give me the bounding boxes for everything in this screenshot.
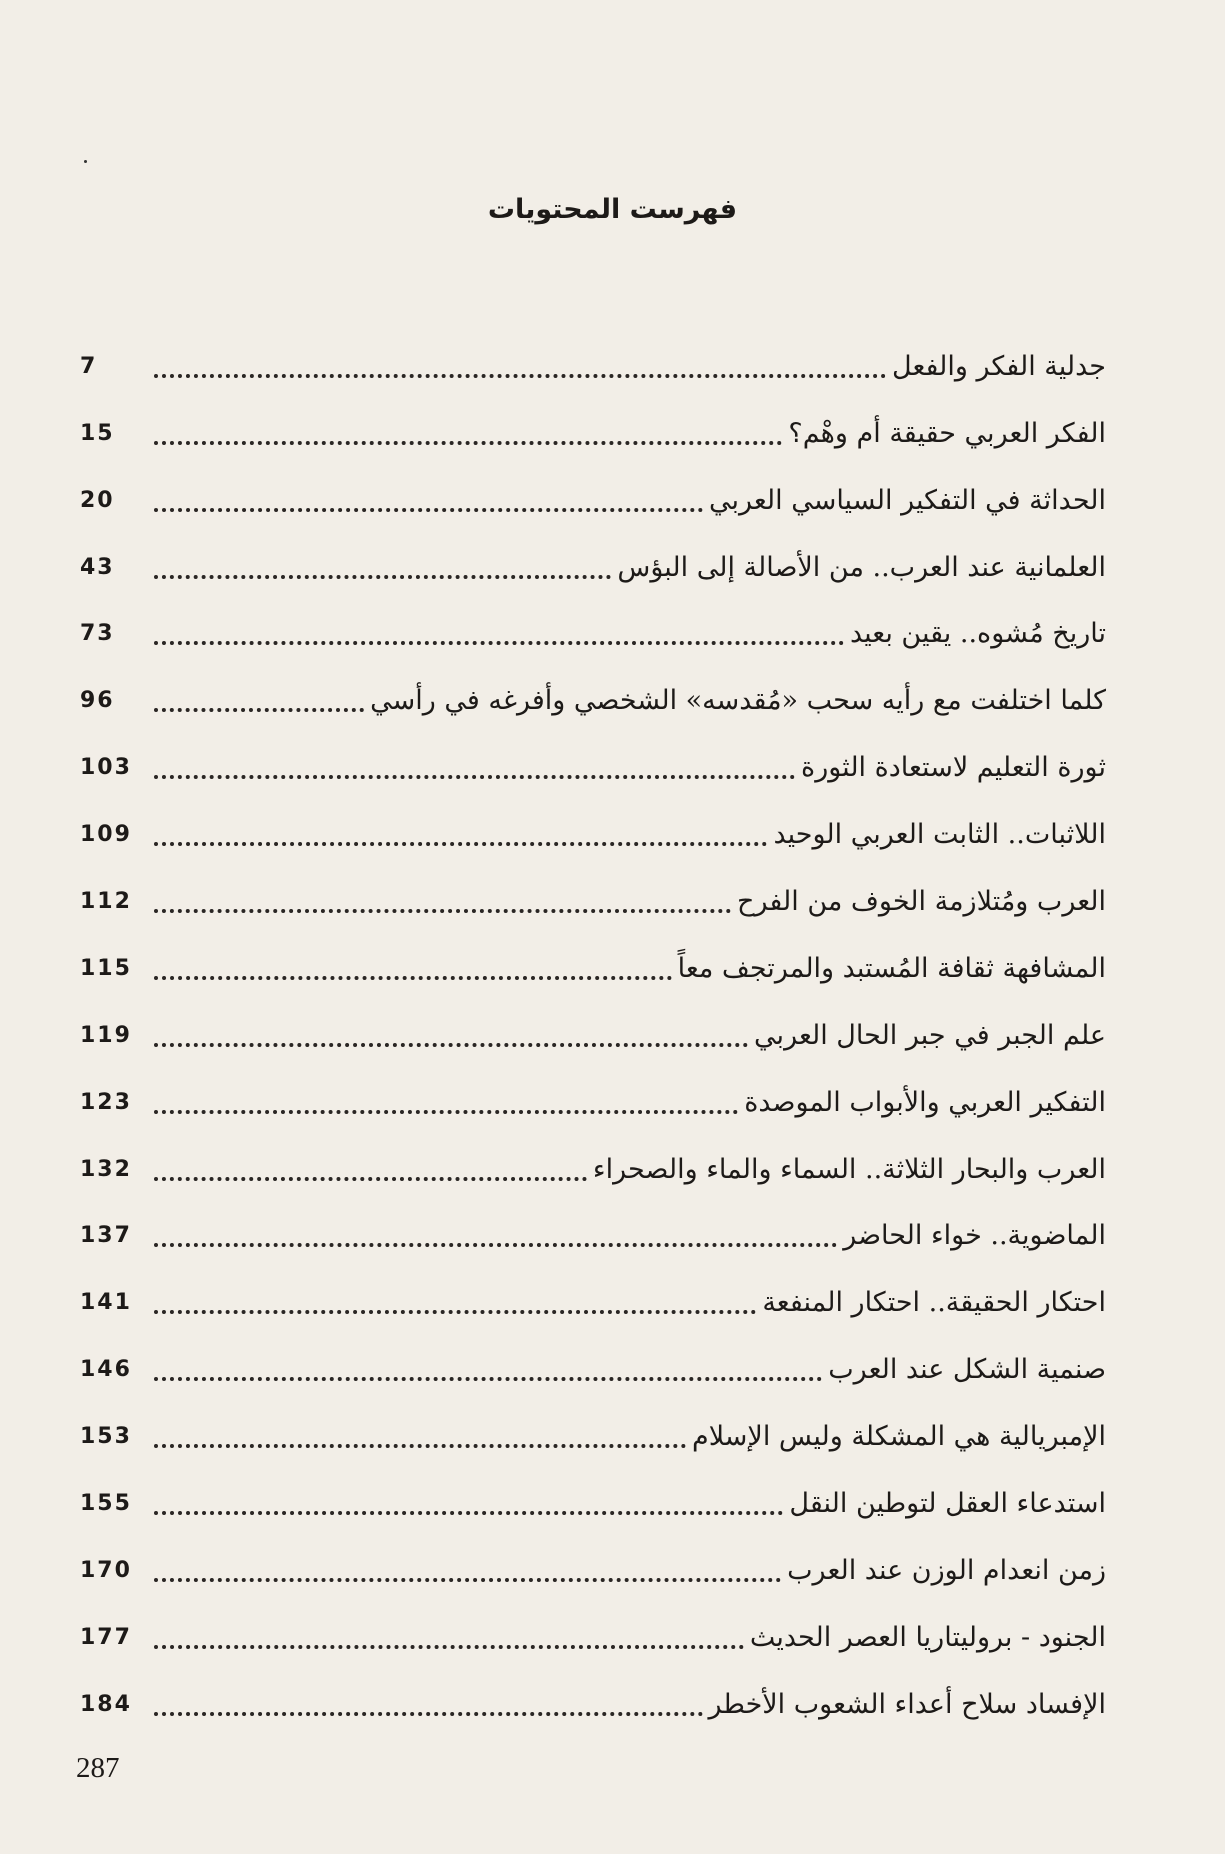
toc-entry: [80, 1125, 1106, 1192]
toc-entry-title: زمن انعدام الوزن عند العرب: [787, 1554, 1106, 1586]
dot-leader: [154, 1444, 686, 1448]
toc-entry-page: 109: [80, 822, 132, 848]
toc-entry-page: 96: [80, 688, 115, 714]
toc-entry: [80, 991, 1106, 1058]
toc-entry-title: التفكير العربي والأبواب الموصدة: [744, 1086, 1106, 1118]
dot-leader: [154, 1310, 756, 1314]
toc-entry-page: 43: [80, 554, 115, 580]
toc-entry-title: الجنود - بروليتاريا العصر الحديث: [749, 1621, 1106, 1653]
page-title: فهرست المحتويات: [487, 194, 738, 226]
toc-entry-page: 184: [80, 1691, 132, 1717]
toc-entry-page: 170: [80, 1557, 132, 1583]
toc-entry: [80, 590, 1106, 657]
dot-leader: [154, 1177, 587, 1181]
dot-leader: [154, 641, 844, 645]
toc-entry-page: 146: [80, 1357, 132, 1383]
dot-leader: [154, 775, 795, 779]
toc-entry: [80, 456, 1106, 523]
toc-entry: [80, 1526, 1106, 1593]
toc-entry-title: الماضوية.. خواء الحاضر: [843, 1220, 1106, 1252]
toc-entry-page: 115: [80, 955, 132, 981]
dot-leader: [154, 508, 703, 512]
toc-entry: [80, 723, 1106, 790]
toc-entry-title: اللاثبات.. الثابت العربي الوحيد: [773, 819, 1106, 851]
dot-leader: [154, 1043, 748, 1047]
toc-entry-title: العرب ومُتلازمة الخوف من الفرح: [737, 886, 1106, 918]
dot-leader: [154, 1243, 837, 1247]
dot-leader: [154, 909, 731, 913]
ink-speck: [84, 160, 87, 163]
toc-entry-page: 7: [80, 353, 98, 379]
toc-entry: [80, 1392, 1106, 1459]
toc-entry: [80, 1192, 1106, 1259]
toc-entry: [80, 857, 1106, 924]
toc-entry-title: الإفساد سلاح أعداء الشعوب الأخطر: [708, 1688, 1106, 1720]
toc-entry: [80, 1258, 1106, 1325]
dot-leader: [154, 1511, 783, 1515]
toc-entry: [80, 1660, 1106, 1727]
toc-entry-page: 103: [80, 755, 132, 781]
toc-entry-title: الفكر العربي حقيقة أم وهْم؟: [788, 417, 1106, 449]
dot-leader: [154, 976, 672, 980]
dot-leader: [154, 441, 782, 445]
toc-entry: [80, 389, 1106, 456]
dot-leader: [154, 708, 364, 712]
dot-leader: [154, 1712, 703, 1716]
toc-entry: [80, 1593, 1106, 1660]
dot-leader: [154, 575, 611, 579]
toc-entry-title: ثورة التعليم لاستعادة الثورة: [801, 752, 1106, 784]
dot-leader: [154, 374, 886, 378]
toc-entry: [80, 924, 1106, 991]
dot-leader: [154, 1578, 781, 1582]
toc-entry-page: 119: [80, 1022, 132, 1048]
toc-entry-title: استدعاء العقل لتوطين النقل: [789, 1488, 1106, 1520]
toc-entry-page: 20: [80, 487, 115, 513]
toc-entry-page: 15: [80, 420, 115, 446]
toc-entry: [80, 322, 1106, 389]
toc-entry-title: جدلية الفكر والفعل: [892, 350, 1106, 382]
toc-entry-page: 137: [80, 1223, 132, 1249]
toc-entry-page: 177: [80, 1624, 132, 1650]
toc-entry-page: 153: [80, 1424, 132, 1450]
toc-entry-title: المشافهة ثقافة المُستبد والمرتجف معاً: [677, 952, 1106, 984]
toc-entry-page: 141: [80, 1290, 132, 1316]
toc-entry-title: صنمية الشكل عند العرب: [828, 1354, 1106, 1386]
toc-entry: [80, 1325, 1106, 1392]
toc-entry-title: العلمانية عند العرب.. من الأصالة إلى البؤس: [617, 551, 1106, 583]
toc-entry-title: احتكار الحقيقة.. احتكار المنفعة: [762, 1287, 1106, 1319]
toc-entry-page: 123: [80, 1089, 132, 1115]
toc-entry-title: كلما اختلفت مع رأيه سحب «مُقدسه» الشخصي وأفرغه في رأسي: [370, 685, 1106, 717]
toc-entry-title: علم الجبر في جبر الحال العربي: [754, 1019, 1106, 1051]
toc-entry: [80, 523, 1106, 590]
dot-leader: [154, 842, 767, 846]
toc-entry-page: 112: [80, 889, 132, 915]
dot-leader: [154, 1377, 822, 1381]
toc-entry: [80, 1459, 1106, 1526]
table-of-contents: [80, 322, 1106, 1727]
toc-entry-title: الحداثة في التفكير السياسي العربي: [708, 484, 1106, 516]
toc-entry-page: 132: [80, 1156, 132, 1182]
toc-entry-page: 155: [80, 1491, 132, 1517]
toc-entry-title: العرب والبحار الثلاثة.. السماء والماء والصحراء: [592, 1153, 1106, 1185]
toc-entry-title: تاريخ مُشوه.. يقين بعيد: [849, 618, 1106, 650]
dot-leader: [154, 1645, 744, 1649]
dot-leader: [154, 1110, 738, 1114]
toc-entry-title: الإمبريالية هي المشكلة وليس الإسلام: [691, 1421, 1106, 1453]
page-number: 287: [76, 1752, 120, 1784]
toc-entry: [80, 656, 1106, 723]
toc-entry-page: 73: [80, 621, 115, 647]
toc-entry: [80, 790, 1106, 857]
toc-entry: [80, 1058, 1106, 1125]
